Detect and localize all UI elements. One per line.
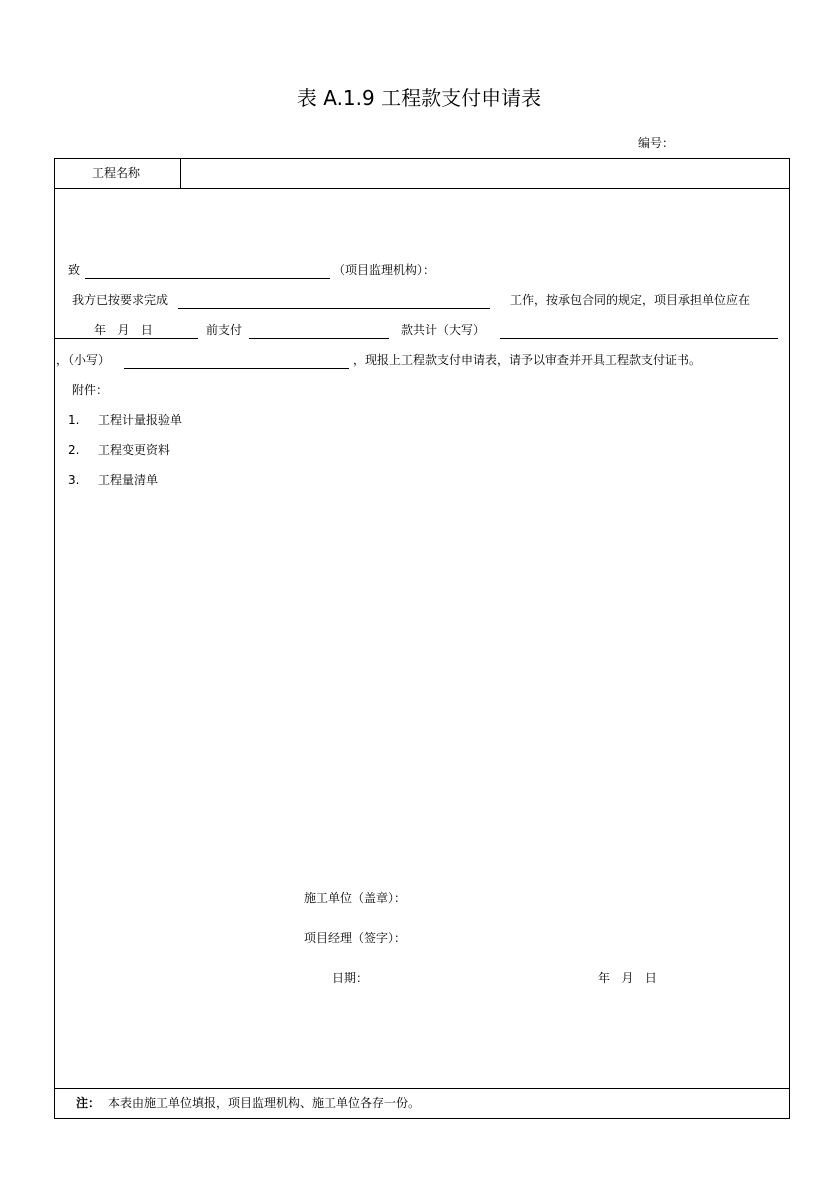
number-label: 编号： xyxy=(638,136,675,150)
date-label: 日期： xyxy=(332,971,369,985)
total-upper-field[interactable] xyxy=(500,338,778,339)
line2-prefix: 我方已按要求完成 xyxy=(72,293,169,307)
date-field[interactable] xyxy=(54,338,198,339)
divider xyxy=(54,1088,790,1089)
form-title: 表 A.1.9 工程款支付申请表 xyxy=(296,86,542,110)
lower-prefix: ，（小写） xyxy=(56,353,111,367)
attachment-num: 3. xyxy=(68,473,80,487)
project-name-label: 工程名称 xyxy=(92,166,141,180)
note-label: 注： xyxy=(76,1096,101,1110)
prepay-label: 前支付 xyxy=(206,323,243,337)
divider xyxy=(180,158,181,188)
note-text: 本表由施工单位填报，项目监理机构、施工单位各存一份。 xyxy=(108,1096,421,1110)
sign-date: 年 月 日 xyxy=(598,971,657,985)
attachment-num: 2. xyxy=(68,443,80,457)
total-lower-field[interactable] xyxy=(124,368,349,369)
supervisor-field[interactable] xyxy=(85,278,330,279)
prepay-field[interactable] xyxy=(249,338,389,339)
to-suffix: （项目监理机构）： xyxy=(333,263,436,277)
work-field[interactable] xyxy=(178,308,490,309)
lower-suffix: ，现报上工程款支付申请表，请予以审查并开具工程款支付证书。 xyxy=(353,353,702,367)
attachment-num: 1. xyxy=(68,413,80,427)
attachment-text: 工程变更资料 xyxy=(98,443,171,457)
divider xyxy=(54,188,790,189)
total-upper-label: 款共计（大写） xyxy=(401,323,486,337)
manager-sign-label: 项目经理（签字）： xyxy=(304,931,407,945)
attachment-text: 工程计量报验单 xyxy=(98,413,183,427)
project-name-field[interactable] xyxy=(186,162,782,184)
attachment-text: 工程量清单 xyxy=(98,473,159,487)
date-ymd: 年 月 日 xyxy=(94,323,153,337)
contractor-seal-label: 施工单位（盖章）： xyxy=(304,891,407,905)
attachments-label: 附件： xyxy=(72,383,109,397)
line2-suffix: 工作，按承包合同的规定，项目承担单位应在 xyxy=(510,293,751,307)
to-prefix: 致 xyxy=(68,263,81,277)
